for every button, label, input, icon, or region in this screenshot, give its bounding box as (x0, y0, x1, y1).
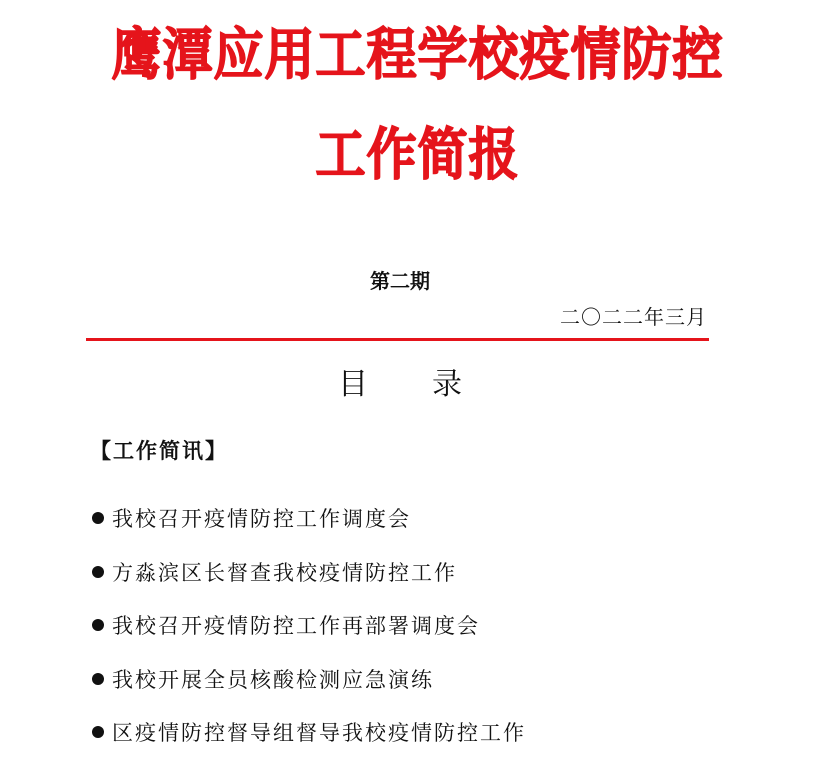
bullet-icon (92, 512, 104, 524)
masthead-title-line-2: 工作简报 (315, 121, 520, 188)
toc-item[interactable] (92, 559, 526, 585)
toc-item[interactable] (92, 666, 526, 692)
red-divider (86, 338, 709, 341)
issue-date: 二〇二二年三月 (560, 305, 707, 329)
issue-number: 第二期 (370, 269, 430, 293)
section-heading: 【工作简讯】 (90, 438, 228, 463)
toc-item[interactable] (92, 612, 526, 638)
toc-item-label: 我校召开疫情防控工作调度会 (112, 507, 411, 531)
toc-item-label: 区疫情防控督导组督导我校疫情防控工作 (112, 721, 526, 745)
bullet-icon (92, 726, 104, 738)
toc-item[interactable] (92, 505, 526, 531)
toc-list (92, 505, 526, 773)
masthead-title-line-1: 鹰潭应用工程学校疫情防控 (111, 21, 724, 88)
toc-item[interactable] (92, 719, 526, 745)
toc-item-label: 方淼滨区长督查我校疫情防控工作 (112, 560, 457, 585)
toc-title (0, 367, 800, 402)
bullet-icon (92, 619, 104, 631)
toc-item-label: 我校召开疫情防控工作再部署调度会 (112, 614, 480, 638)
toc-title-left: 目 (338, 367, 368, 402)
bullet-icon (92, 673, 104, 685)
toc-title-right: 录 (432, 367, 462, 402)
bullet-icon (92, 566, 104, 578)
toc-item-label: 我校开展全员核酸检测应急演练 (112, 667, 434, 692)
